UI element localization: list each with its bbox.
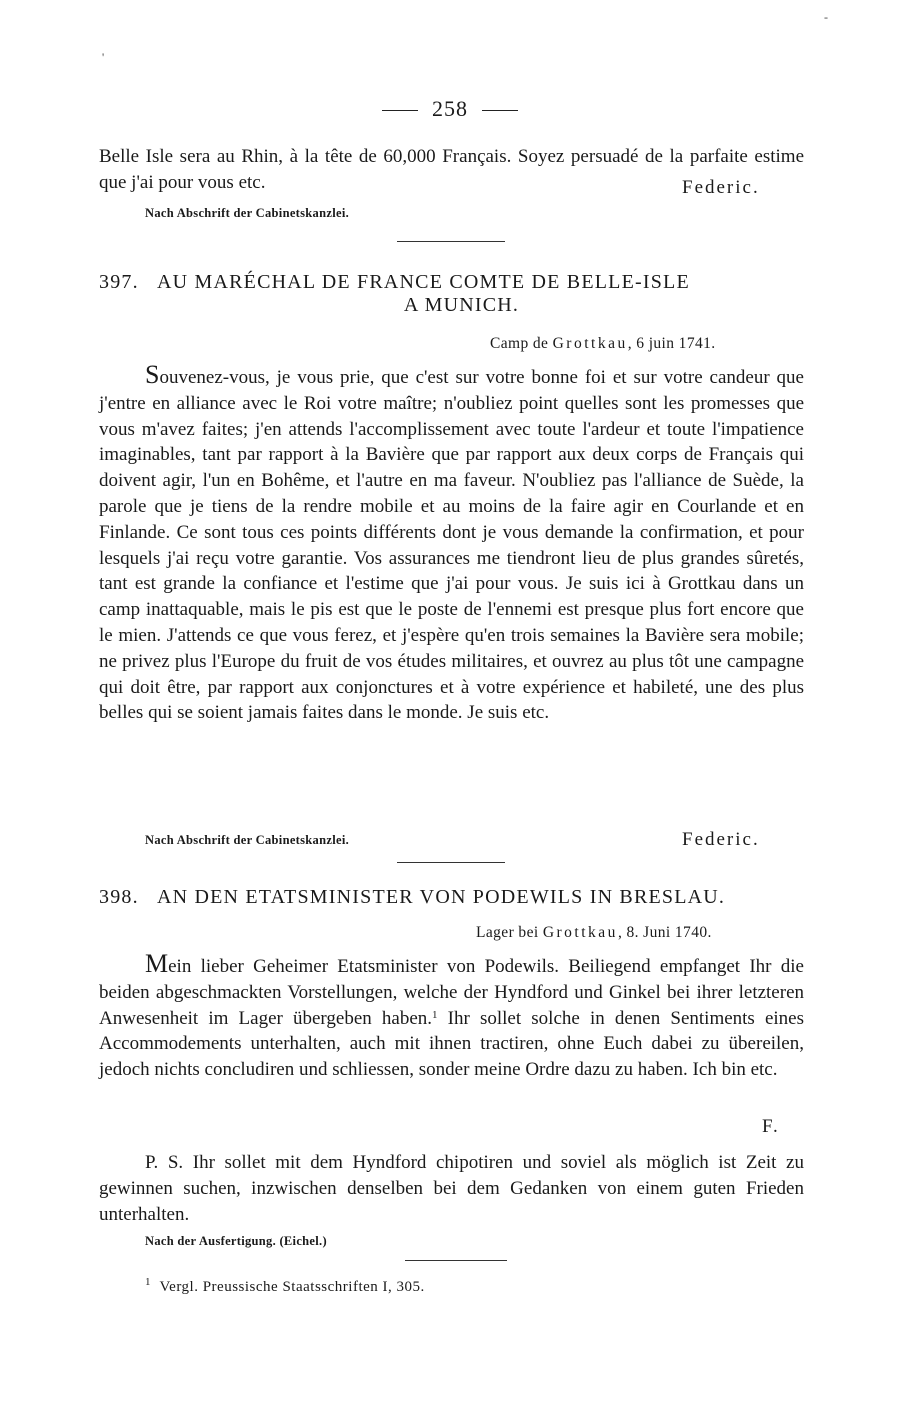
- letter-398-dateline: Lager bei Grottkau, 8. Juni 1740.: [476, 924, 712, 941]
- letter-397-addressee: AU MARÉCHAL DE FRANCE COMTE DE BELLE-ISLE: [157, 271, 690, 293]
- letter-397-number: 397.: [99, 271, 139, 293]
- footnote-reference: 1: [432, 1008, 438, 1021]
- letter-397-source: Nach Abschrift der Cabinetskanzlei.: [145, 833, 350, 847]
- letter-397-body-block: [99, 362, 804, 726]
- section-divider: [397, 862, 505, 863]
- letter-398-postscript: P. S. Ihr sollet mit dem Hyndford chipotiren und soviel als möglich ist Zeit zu gewinnen suchen, inzwischen denselben bei dem Gedanken von einem guten Frieden unterhalten.: [99, 1152, 804, 1225]
- letter-397-body: Souvenez-vous, je vous prie, que c'est sur votre bonne foi et sur votre candeur que j'entre en alliance avec le Roi votre maître; n'oubliez point quelles sont les promesses que vous m'avez faites; j'en attends l'accomplissement avec toute l'ardeur et toute l'impatience imaginables, tant par rapport à la Bavière que par rapport aux deux corps de Français qui doivent agir, l'un en Bohême, et l'autre en ma faveur. N'oubliez pas l'alliance de Suède, la parole que je tiens de la rendre mobile et au moins de la faire agir en Courlande et en Finlande. Ce sont tous ces points différents dont je vous demande la confirmation, et pour lesquels j'ai reçu votre garantie. Vos assurances me tiendront lieu de plus grandes sûretés, tant est grande la confiance et l'estime que j'ai pour vous. Je suis ici à Grottkau dans un camp inattaquable, mais le pis est que le poste de l'ennemi est presque plus fort encore que le mien. J'attends ce que vous ferez, et j'espère qu'en trois semaines la Bavière sera mobile; ne privez plus l'Europe du fruit de vos études militaires, et ouvrez au plus tôt une campagne qui doit être, par rapport aux conjonctures et à votre expérience et habileté, une des plus belles qui se soient jamais faites dans le monde. Je suis etc.: [99, 360, 804, 724]
- page-number-dash-left: [382, 110, 418, 111]
- letter-398-addressee: AN DEN ETATSMINISTER VON PODEWILS IN BRESLAU.: [157, 886, 726, 908]
- footnote-marker: 1: [145, 1276, 151, 1288]
- scan-mark: ': [102, 50, 105, 64]
- letter-398-body-block: [99, 951, 804, 1083]
- letter-398-number: 398.: [99, 886, 139, 908]
- letter-397-place: A MUNICH.: [403, 294, 520, 316]
- letter-398-body: Mein lieber Geheimer Etatsminister von Podewils. Beiliegend empfanget Ihr die beiden abgeschmackten Vorstellungen, welche der Hyndford und Ginkel bei ihrer letzteren Anwesenheit im Lager übergeben haben.$^1$ Ihr sollet solche in denen Sentiments eines Accommodements unterhalten, auch mit ihnen tractiren, ohne Euch dabei zu übereilen, jedoch nichts concludiren und schliessen, sonder meine Ordre dazu zu haben. Ich bin etc.: [99, 949, 805, 1081]
- letter-398-heading: [99, 886, 804, 909]
- footnote: [145, 1276, 425, 1296]
- letter-398-postscript-block: [99, 1150, 804, 1227]
- continuation-text: Belle Isle sera au Rhin, à la tête de 60,000 Français. Soyez persuadé de la parfaite estime que j'ai pour vous etc.: [99, 146, 804, 193]
- page-number-dash-right: [482, 110, 518, 111]
- letter-398-signature: F.: [762, 1116, 780, 1137]
- section-divider: [397, 241, 505, 242]
- footnote-rule: [405, 1260, 507, 1261]
- letter-397-heading: [99, 271, 804, 317]
- letter-397-signature: Federic.: [682, 829, 760, 850]
- continuation-source: Nach Abschrift der Cabinetskanzlei.: [145, 206, 350, 220]
- continuation-signature: Federic.: [682, 177, 760, 198]
- scan-mark: -: [824, 10, 828, 24]
- page-number: 258: [0, 96, 900, 122]
- letter-397-dateline: Camp de Grottkau, 6 juin 1741.: [490, 335, 716, 352]
- letter-398-source: Nach der Ausfertigung. (Eichel.): [145, 1234, 327, 1248]
- footnote-text: Vergl. Preussische Staatsschriften I, 305.: [159, 1279, 425, 1295]
